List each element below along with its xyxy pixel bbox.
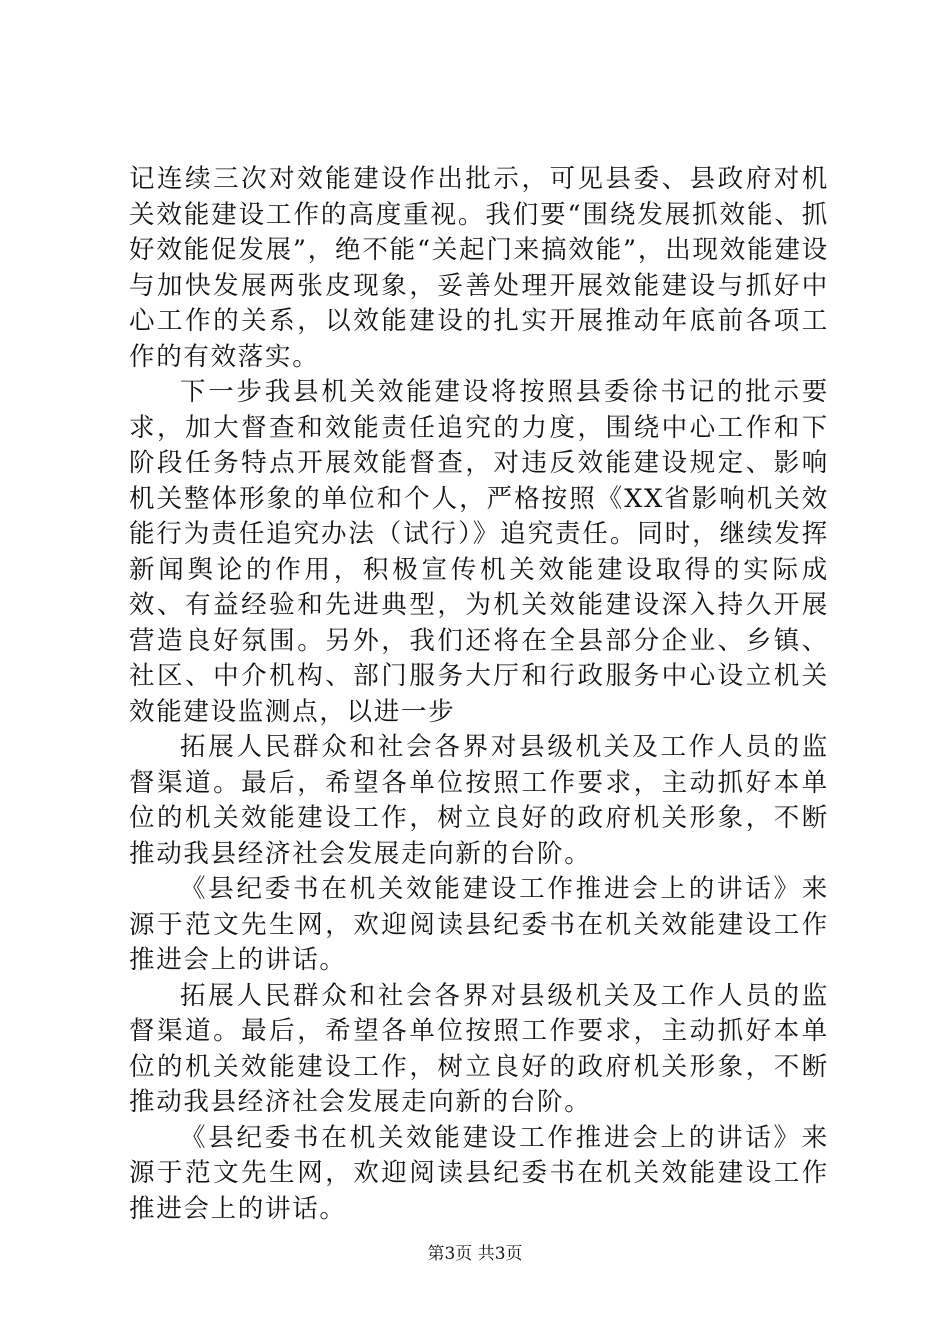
page-number-footer: 第3页 共3页 xyxy=(427,1244,523,1264)
paragraph: 拓展人民群众和社会各界对县级机关及工作人员的监督渠道。最后，希望各单位按照工作要求，主动抓好本单位的机关效能建设工作，树立良好的政府机关形象，不断推动我县经济社会发展走向新的台阶。 xyxy=(129,980,829,1117)
paragraph: 拓展人民群众和社会各界对县级机关及工作人员的监督渠道。最后，希望各单位按照工作要求，主动抓好本单位的机关效能建设工作，树立良好的政府机关形象，不断推动我县经济社会发展走向新的台阶。 xyxy=(129,732,829,869)
document-body xyxy=(129,162,829,1227)
paragraph: 《县纪委书在机关效能建设工作推进会上的讲话》来源于范文先生网，欢迎阅读县纪委书在机关效能建设工作推进会上的讲话。 xyxy=(129,1122,829,1224)
paragraph-continued: 记连续三次对效能建设作出批示，可见县委、县政府对机关效能建设工作的高度重视。我们要“围绕发展抓效能、抓好效能促发展”，绝不能“关起门来搞效能”，出现效能建设与加快发展两张皮现象，妥善处理开展效能建设与抓好中心工作的关系，以效能建设的扎实开展推动年底前各项工作的有效落实。 xyxy=(129,164,829,372)
paragraph: 《县纪委书在机关效能建设工作推进会上的讲话》来源于范文先生网，欢迎阅读县纪委书在机关效能建设工作推进会上的讲话。 xyxy=(129,874,829,975)
paragraph: 下一步我县机关效能建设将按照县委徐书记的批示要求，加大督查和效能责任追究的力度，围绕中心工作和下阶段任务特点开展效能督查，对违反效能建设规定、影响机关整体形象的单位和个人，严格按照《XX省影响机关效能行为责任追究办法（试行）》追究责任。同时，继续发挥新闻舆论的作用，积极宣传机关效能建设取得的实际成效、有益经验和先进典型，为机关效能建设深入持久开展营造良好氛围。另外，我们还将在全县部分企业、乡镇、社区、中介机构、部门服务大厅和行政服务中心设立机关效能建设监测点，以进一步 xyxy=(129,377,829,727)
